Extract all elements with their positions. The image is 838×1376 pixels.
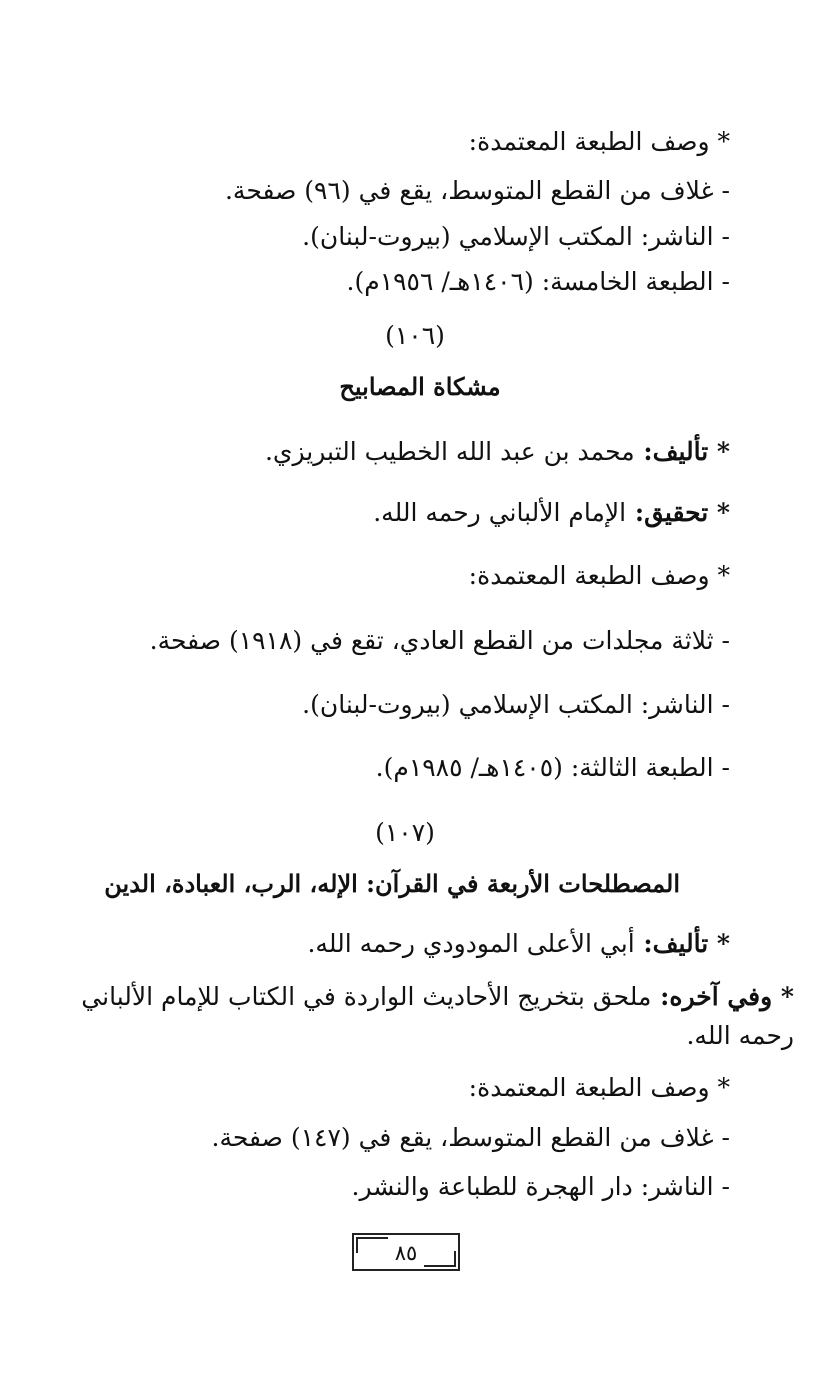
entry-106-line-2: - الناشر: المكتب الإسلامي (بيروت-لبنان). xyxy=(302,690,730,719)
entry-106-editor-value: الإمام الألباني رحمه الله. xyxy=(373,498,627,527)
entry-106-line-1: - ثلاثة مجلدات من القطع العادي، تقع في (١٩١٨) صفحة. xyxy=(149,626,730,655)
page-number-box xyxy=(352,1233,460,1271)
entry-106-number: (١٠٦) xyxy=(385,321,445,350)
entry-107-number: (١٠٧) xyxy=(375,818,435,847)
entry-107-author-value: أبي الأعلى المودودي رحمه الله. xyxy=(307,929,635,958)
block1-line-1: - غلاف من القطع المتوسط، يقع في (٩٦) صفحة. xyxy=(224,176,730,205)
entry-106-title: مشكاة المصابيح xyxy=(339,372,501,401)
block1-line-3: - الطبعة الخامسة: (١٤٠٦هـ/ ١٩٥٦م). xyxy=(346,267,730,296)
entry-106-author xyxy=(265,438,730,466)
entry-107-line-1: - غلاف من القطع المتوسط، يقع في (١٤٧) صفحة. xyxy=(211,1123,730,1152)
block1-line-2: - الناشر: المكتب الإسلامي (بيروت-لبنان). xyxy=(302,222,730,251)
entry-107-author xyxy=(307,930,730,958)
entry-107-description-heading: * وصف الطبعة المعتمدة: xyxy=(468,1073,730,1102)
entry-107-author-label: * تأليف: xyxy=(643,929,730,958)
entry-106-author-label: * تأليف: xyxy=(643,437,730,466)
entry-106-author-value: محمد بن عبد الله الخطيب التبريزي. xyxy=(264,437,635,466)
entry-106-editor xyxy=(373,499,730,527)
entry-107-line-2: - الناشر: دار الهجرة للطباعة والنشر. xyxy=(351,1172,730,1201)
entry-106-description-heading: * وصف الطبعة المعتمدة: xyxy=(468,561,730,590)
entry-107-appendix xyxy=(44,978,794,1056)
entry-107-appendix-value: ملحق بتخريج الأحاديث الواردة في الكتاب للإمام الألباني رحمه الله. xyxy=(81,982,794,1050)
entry-106-editor-label: * تحقيق: xyxy=(634,498,730,527)
block1-description-heading: * وصف الطبعة المعتمدة: xyxy=(468,127,730,156)
page-number: ٨٥ xyxy=(394,1241,418,1265)
entry-106-line-3: - الطبعة الثالثة: (١٤٠٥هـ/ ١٩٨٥م). xyxy=(375,753,730,782)
entry-107-title: المصطلحات الأربعة في القرآن: الإله، الرب، العبادة، الدين xyxy=(104,869,680,898)
entry-107-appendix-label: * وفي آخره: xyxy=(660,982,794,1011)
